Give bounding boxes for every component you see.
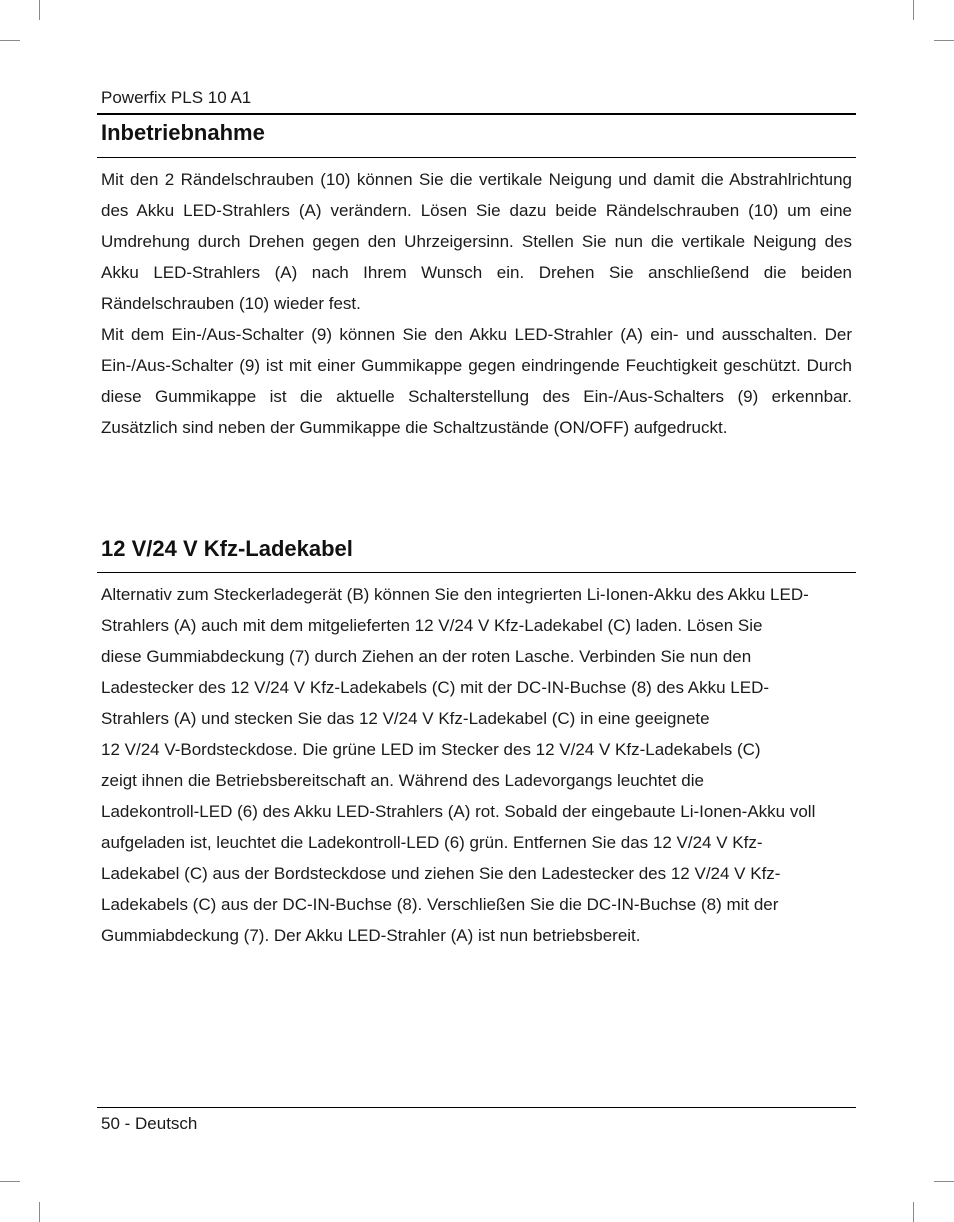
crop-mark-top-left-vertical bbox=[39, 0, 40, 20]
crop-mark-top-left-horizontal bbox=[0, 40, 20, 41]
header-rule bbox=[97, 113, 856, 115]
text-line: Strahlers (A) und stecken Sie das 12 V/24 V Kfz-Ladekabel (C) in eine geeignete bbox=[101, 709, 710, 728]
crop-mark-bottom-right-vertical bbox=[913, 1202, 914, 1222]
text-line: Strahlers (A) auch mit dem mitgelieferten 12 V/24 V Kfz-Ladekabel (C) laden. Lösen Sie bbox=[101, 616, 763, 635]
section-heading-rule bbox=[97, 572, 856, 573]
text-line: Ladekabel (C) aus der Bordsteckdose und ziehen Sie den Ladestecker des 12 V/24 V Kfz- bbox=[101, 864, 781, 883]
paragraph-inbetriebnahme-1: Mit den 2 Rändelschrauben (10) können Sie die vertikale Neigung und damit die Abstrahlrichtung des Akku LED-Strahlers (A) verändern. Lösen Sie dazu beide Rändelschrauben (10) um eine Umdrehung durch Drehen gegen den Uhrzeigersinn. Stellen Sie nun die vertikale Neigung des Akku LED-Strahlers (A) nach Ihrem Wunsch ein. Drehen Sie anschließend die beiden Rändelschrauben (10) wieder fest. bbox=[101, 170, 852, 313]
text-line: Alternativ zum Steckerladegerät (B) können Sie den integrierten Li-Ionen-Akku des Akku LED- bbox=[101, 585, 809, 604]
crop-mark-top-right-horizontal bbox=[934, 40, 954, 41]
crop-mark-bottom-right-horizontal bbox=[934, 1181, 954, 1182]
text-line: Ladekabels (C) aus der DC-IN-Buchse (8). Verschließen Sie die DC-IN-Buchse (8) mit der bbox=[101, 895, 779, 914]
text-line: Gummiabdeckung (7). Der Akku LED-Strahler (A) ist nun betriebsbereit. bbox=[101, 926, 641, 945]
page-number: 50 - Deutsch bbox=[101, 1114, 198, 1133]
crop-mark-top-right-vertical bbox=[913, 0, 914, 20]
section-heading-rule bbox=[97, 157, 856, 158]
text-line: Ladestecker des 12 V/24 V Kfz-Ladekabels (C) mit der DC-IN-Buchse (8) des Akku LED- bbox=[101, 678, 770, 697]
paragraph-kfz-ladekabel bbox=[101, 579, 852, 951]
section-heading-kfz-ladekabel: 12 V/24 V Kfz-Ladekabel bbox=[101, 536, 353, 561]
running-header: Powerfix PLS 10 A1 bbox=[101, 88, 252, 107]
footer-rule bbox=[97, 1107, 856, 1108]
paragraph-inbetriebnahme-2: Mit dem Ein-/Aus-Schalter (9) können Sie den Akku LED-Strahler (A) ein- und ausschalten. Der Ein-/Aus-Schalter (9) ist mit einer Gummikappe gegen eindringende Feuchtigkeit geschützt. Durch diese Gummikappe ist die aktuelle Schalterstellung des Ein-/Aus-Schalters (9) erkennbar. Zusätzlich sind neben der Gummikappe die Schaltzustände (ON/OFF) aufgedruckt. bbox=[101, 325, 852, 437]
crop-mark-bottom-left-horizontal bbox=[0, 1181, 20, 1182]
crop-mark-bottom-left-vertical bbox=[39, 1202, 40, 1222]
text-line: Ladekontroll-LED (6) des Akku LED-Strahlers (A) rot. Sobald der eingebaute Li-Ionen-Akku voll bbox=[101, 802, 816, 821]
text-line: 12 V/24 V-Bordsteckdose. Die grüne LED im Stecker des 12 V/24 V Kfz-Ladekabels (C) bbox=[101, 740, 761, 759]
section-heading-inbetriebnahme: Inbetriebnahme bbox=[101, 120, 265, 145]
text-line: zeigt ihnen die Betriebsbereitschaft an. Während des Ladevorgangs leuchtet die bbox=[101, 771, 704, 790]
text-line: aufgeladen ist, leuchtet die Ladekontroll-LED (6) grün. Entfernen Sie das 12 V/24 V Kfz- bbox=[101, 833, 763, 852]
text-line: diese Gummiabdeckung (7) durch Ziehen an der roten Lasche. Verbinden Sie nun den bbox=[101, 647, 752, 666]
